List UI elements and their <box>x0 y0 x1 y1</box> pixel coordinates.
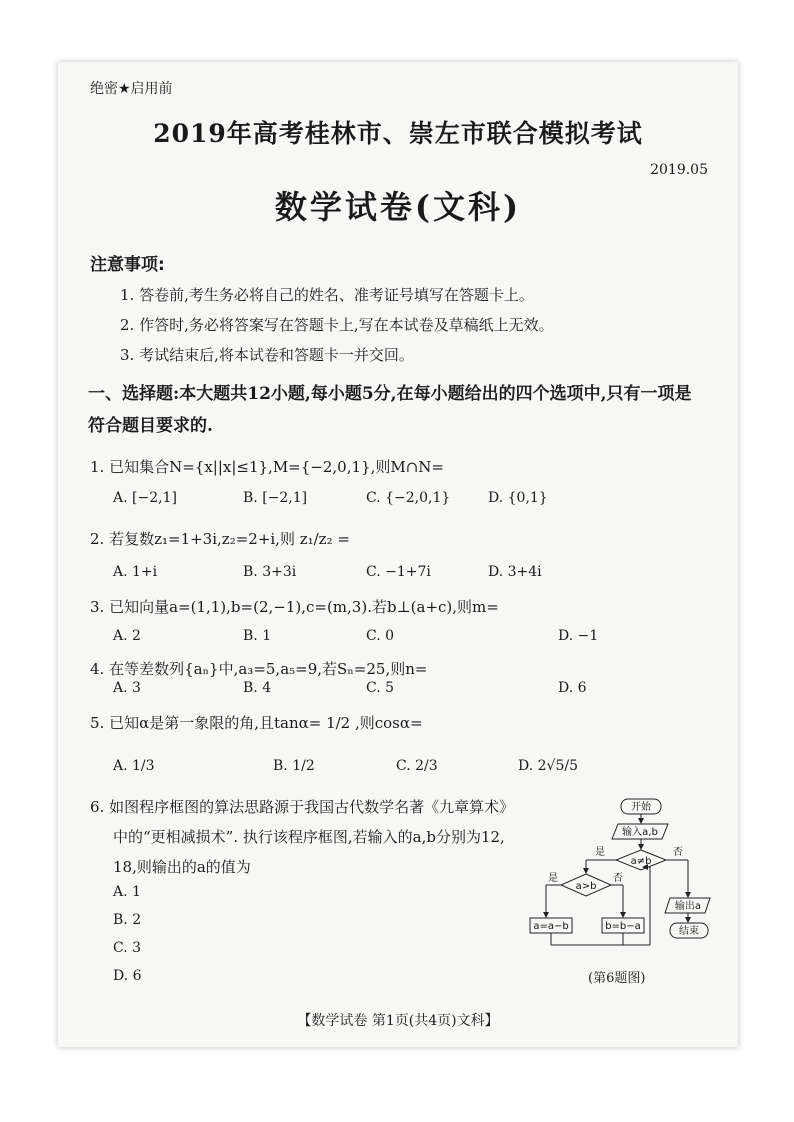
option-a: A. 3 <box>113 680 141 696</box>
question-stem: 1. 已知集合N={x||x|≤1},M={−2,0,1},则M∩N= <box>90 458 444 476</box>
option-d: D. −1 <box>558 628 599 644</box>
note-item: 1. 答卷前,考生务必将自己的姓名、准考证号填写在答题卡上。 <box>120 286 534 304</box>
svg-text:a≠b: a≠b <box>630 856 652 867</box>
option-a: A. 2 <box>113 628 141 644</box>
option-b: B. 1/2 <box>273 758 315 774</box>
svg-text:否: 否 <box>673 847 683 858</box>
option-b: B. 4 <box>243 680 272 696</box>
page-footer: 【数学试卷 第1页(共4页)文科】 <box>297 1013 499 1029</box>
question-stem: 5. 已知α是第一象限的角,且tanα= 1/2 ,则cosα= <box>90 714 423 732</box>
option-c: C. 0 <box>366 628 395 644</box>
svg-text:是: 是 <box>548 873 558 884</box>
svg-text:开始: 开始 <box>631 802 651 813</box>
section-heading: 一、选择题:本大题共12小题,每小题5分,在每小题给出的四个选项中,只有一项是符合题目要求的. <box>88 384 692 436</box>
note-item: 2. 作答时,务必将答案写在答题卡上,写在本试卷及草稿纸上无效。 <box>120 316 554 334</box>
option-d: D. {0,1} <box>488 490 548 506</box>
option-b: B. 1 <box>243 628 272 644</box>
svg-text:结束: 结束 <box>679 926 699 937</box>
option-d: D. 3+4i <box>488 564 542 580</box>
option-c: C. {−2,0,1} <box>366 490 451 506</box>
option-b: B. [−2,1] <box>243 490 308 506</box>
note-item: 3. 考试结束后,将本试卷和答题卡一并交回。 <box>120 346 414 364</box>
question-stem: 6. 如图程序框图的算法思路源于我国古代数学名著《九章算术》 <box>90 798 515 816</box>
svg-text:输出a: 输出a <box>674 901 702 912</box>
svg-text:输入a,b: 输入a,b <box>622 827 658 838</box>
option-d: D. 6 <box>558 680 587 696</box>
notes-heading: 注意事项: <box>90 255 165 275</box>
option-c: C. 5 <box>366 680 395 696</box>
svg-text:a>b: a>b <box>575 881 597 892</box>
question-stem: 2. 若复数z₁=1+3i,z₂=2+i,则 z₁/z₂ = <box>90 530 350 548</box>
option-c: C. 2/3 <box>396 758 438 774</box>
option-b: B. 3+3i <box>243 564 297 580</box>
svg-text:是: 是 <box>595 847 605 858</box>
exam-date: 2019.05 <box>650 162 708 178</box>
secret-label: 绝密★启用前 <box>90 81 173 97</box>
exam-title: 2019年高考桂林市、崇左市联合模拟考试 <box>153 119 643 148</box>
question-stem-line: 中的“更相减损术”. 执行该程序框图,若输入的a,b分别为12, <box>113 828 505 846</box>
svg-text:b=b−a: b=b−a <box>605 921 641 932</box>
option-a: A. [−2,1] <box>113 490 177 506</box>
option-b: B. 2 <box>113 912 142 928</box>
figure-caption: (第6题图) <box>588 971 646 986</box>
svg-text:a=a−b: a=a−b <box>533 921 569 932</box>
option-a: A. 1/3 <box>113 758 155 774</box>
option-c: C. −1+7i <box>366 564 431 580</box>
question-stem-line: 18,则输出的a的值为 <box>113 858 251 876</box>
question-stem: 3. 已知向量a=(1,1),b=(2,−1),c=(m,3).若b⊥(a+c),则m= <box>90 598 499 616</box>
flowchart-diagram <box>528 797 718 967</box>
question-stem: 4. 在等差数列{aₙ}中,a₃=5,a₅=9,若Sₙ=25,则n= <box>90 660 428 678</box>
subject-title: 数学试卷(文科) <box>274 188 522 226</box>
exam-page <box>58 62 738 1047</box>
option-d: D. 6 <box>113 968 142 984</box>
option-d: D. 2√5/5 <box>518 758 578 774</box>
option-c: C. 3 <box>113 940 142 956</box>
option-a: A. 1+i <box>113 564 158 580</box>
option-a: A. 1 <box>113 884 141 900</box>
svg-text:否: 否 <box>613 873 623 884</box>
